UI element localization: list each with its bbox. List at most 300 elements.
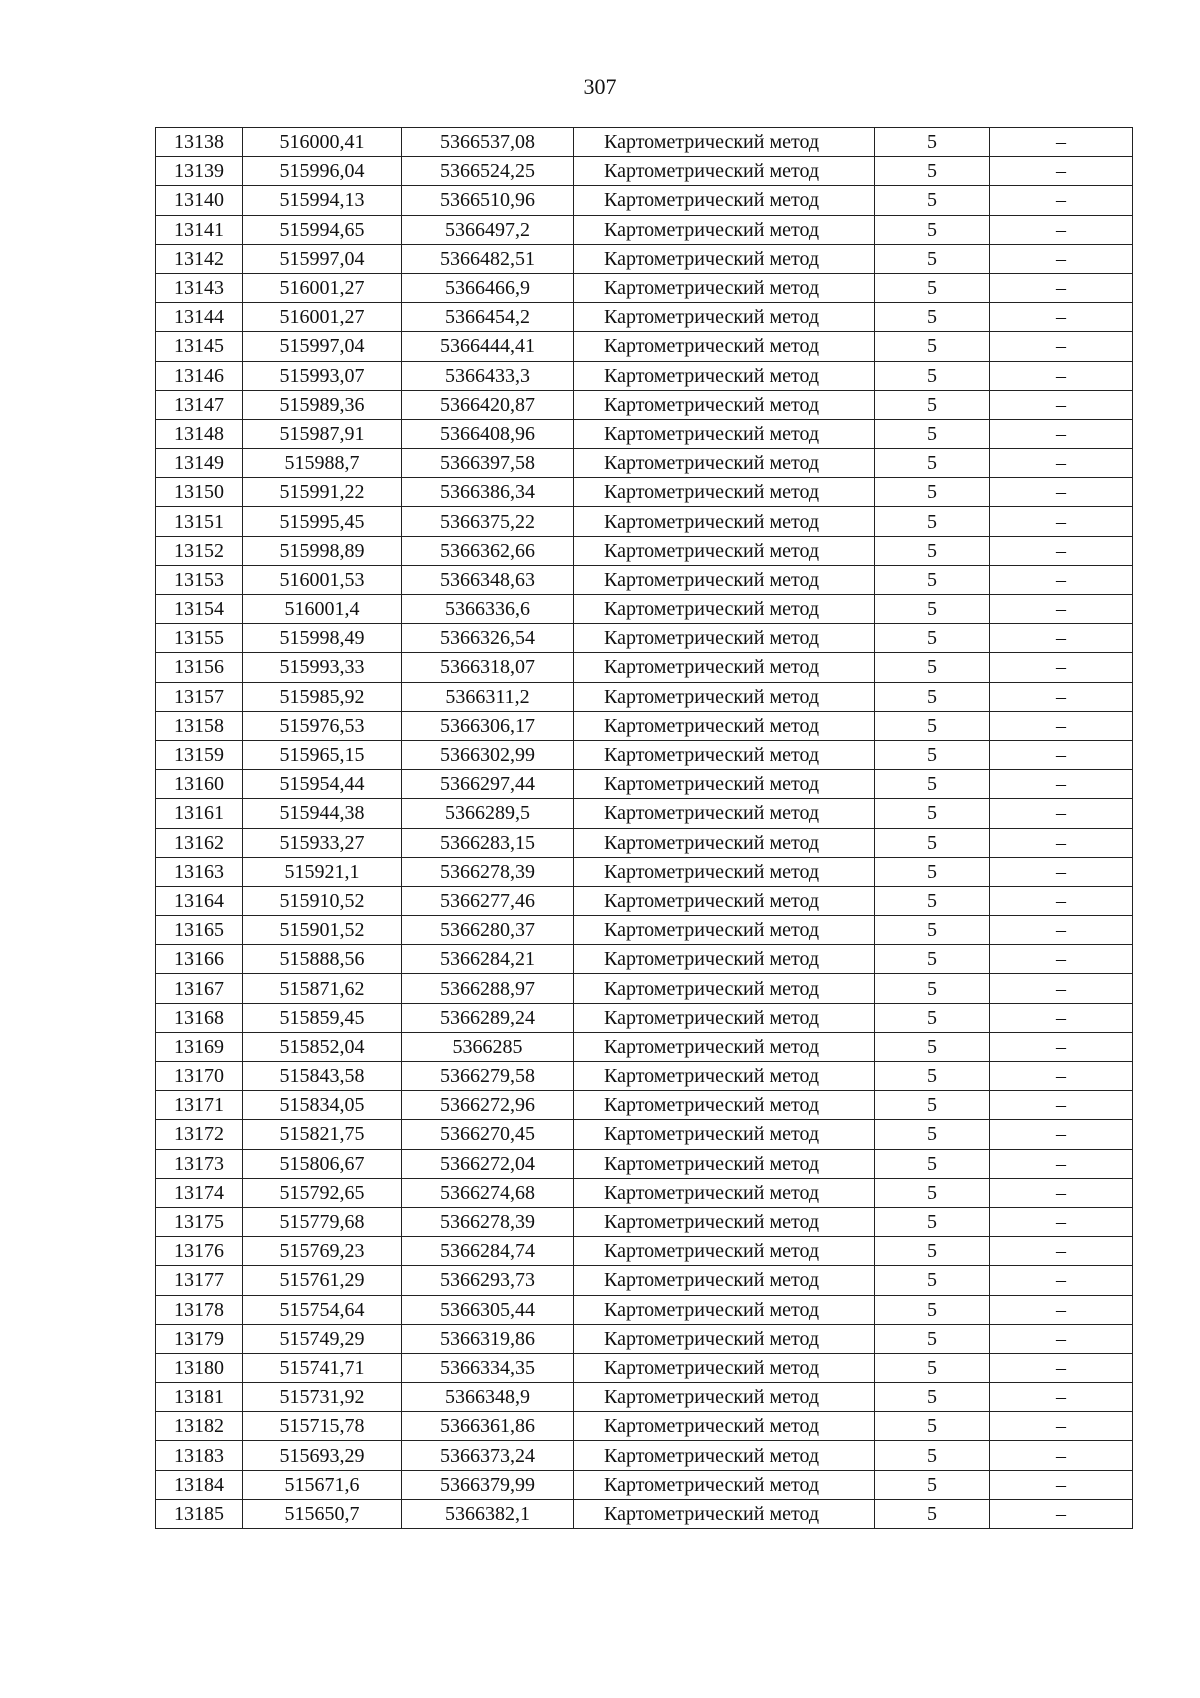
x-coordinate-cell: 515993,33 <box>243 653 402 682</box>
accuracy-cell: 5 <box>875 1470 990 1499</box>
method-cell: Картометрический метод <box>574 273 875 302</box>
table-row <box>156 916 1133 945</box>
method-cell: Картометрический метод <box>574 916 875 945</box>
method-cell: Картометрический метод <box>574 828 875 857</box>
accuracy-cell: 5 <box>875 1207 990 1236</box>
x-coordinate-cell: 515994,65 <box>243 215 402 244</box>
method-cell: Картометрический метод <box>574 711 875 740</box>
x-coordinate-cell: 515985,92 <box>243 682 402 711</box>
y-coordinate-cell: 5366270,45 <box>402 1120 574 1149</box>
method-cell: Картометрический метод <box>574 1295 875 1324</box>
y-coordinate-cell: 5366382,1 <box>402 1499 574 1528</box>
y-coordinate-cell: 5366284,21 <box>402 945 574 974</box>
accuracy-cell: 5 <box>875 361 990 390</box>
method-cell: Картометрический метод <box>574 1441 875 1470</box>
accuracy-cell: 5 <box>875 215 990 244</box>
method-cell: Картометрический метод <box>574 1470 875 1499</box>
table-row <box>156 244 1133 273</box>
method-cell: Картометрический метод <box>574 624 875 653</box>
method-cell: Картометрический метод <box>574 332 875 361</box>
method-cell: Картометрический метод <box>574 1383 875 1412</box>
table-row <box>156 1062 1133 1091</box>
y-coordinate-cell: 5366336,6 <box>402 595 574 624</box>
method-cell: Картометрический метод <box>574 886 875 915</box>
point-number-cell: 13140 <box>156 186 243 215</box>
y-coordinate-cell: 5366510,96 <box>402 186 574 215</box>
y-coordinate-cell: 5366420,87 <box>402 390 574 419</box>
method-cell: Картометрический метод <box>574 1207 875 1236</box>
point-number-cell: 13155 <box>156 624 243 653</box>
point-number-cell: 13138 <box>156 128 243 157</box>
x-coordinate-cell: 515779,68 <box>243 1207 402 1236</box>
point-number-cell: 13161 <box>156 799 243 828</box>
y-coordinate-cell: 5366524,25 <box>402 157 574 186</box>
y-coordinate-cell: 5366293,73 <box>402 1266 574 1295</box>
accuracy-cell: 5 <box>875 1324 990 1353</box>
table-row <box>156 1003 1133 1032</box>
method-cell: Картометрический метод <box>574 1353 875 1382</box>
description-cell: – <box>990 828 1133 857</box>
accuracy-cell: 5 <box>875 682 990 711</box>
method-cell: Картометрический метод <box>574 390 875 419</box>
x-coordinate-cell: 515888,56 <box>243 945 402 974</box>
method-cell: Картометрический метод <box>574 1324 875 1353</box>
x-coordinate-cell: 515910,52 <box>243 886 402 915</box>
y-coordinate-cell: 5366361,86 <box>402 1412 574 1441</box>
y-coordinate-cell: 5366362,66 <box>402 536 574 565</box>
method-cell: Картометрический метод <box>574 799 875 828</box>
point-number-cell: 13177 <box>156 1266 243 1295</box>
accuracy-cell: 5 <box>875 740 990 769</box>
table-row <box>156 478 1133 507</box>
accuracy-cell: 5 <box>875 1295 990 1324</box>
accuracy-cell: 5 <box>875 1149 990 1178</box>
table-row <box>156 419 1133 448</box>
description-cell: – <box>990 1062 1133 1091</box>
table-row <box>156 303 1133 332</box>
y-coordinate-cell: 5366279,58 <box>402 1062 574 1091</box>
description-cell: – <box>990 1091 1133 1120</box>
table-row <box>156 215 1133 244</box>
table-row <box>156 128 1133 157</box>
x-coordinate-cell: 515741,71 <box>243 1353 402 1382</box>
point-number-cell: 13183 <box>156 1441 243 1470</box>
accuracy-cell: 5 <box>875 128 990 157</box>
description-cell: – <box>990 1003 1133 1032</box>
description-cell: – <box>990 1207 1133 1236</box>
x-coordinate-cell: 516001,27 <box>243 303 402 332</box>
x-coordinate-cell: 515731,92 <box>243 1383 402 1412</box>
x-coordinate-cell: 515998,49 <box>243 624 402 653</box>
accuracy-cell: 5 <box>875 1178 990 1207</box>
point-number-cell: 13168 <box>156 1003 243 1032</box>
coordinates-table <box>155 127 1133 1529</box>
description-cell: – <box>990 682 1133 711</box>
table-row <box>156 682 1133 711</box>
y-coordinate-cell: 5366283,15 <box>402 828 574 857</box>
accuracy-cell: 5 <box>875 886 990 915</box>
description-cell: – <box>990 361 1133 390</box>
description-cell: – <box>990 419 1133 448</box>
y-coordinate-cell: 5366318,07 <box>402 653 574 682</box>
method-cell: Картометрический метод <box>574 157 875 186</box>
accuracy-cell: 5 <box>875 1499 990 1528</box>
description-cell: – <box>990 215 1133 244</box>
point-number-cell: 13166 <box>156 945 243 974</box>
accuracy-cell: 5 <box>875 332 990 361</box>
point-number-cell: 13171 <box>156 1091 243 1120</box>
method-cell: Картометрический метод <box>574 1120 875 1149</box>
accuracy-cell: 5 <box>875 595 990 624</box>
table-row <box>156 740 1133 769</box>
table-row <box>156 1383 1133 1412</box>
point-number-cell: 13179 <box>156 1324 243 1353</box>
method-cell: Картометрический метод <box>574 1499 875 1528</box>
table-row <box>156 390 1133 419</box>
accuracy-cell: 5 <box>875 390 990 419</box>
point-number-cell: 13173 <box>156 1149 243 1178</box>
method-cell: Картометрический метод <box>574 128 875 157</box>
description-cell: – <box>990 653 1133 682</box>
table-row <box>156 332 1133 361</box>
point-number-cell: 13156 <box>156 653 243 682</box>
point-number-cell: 13176 <box>156 1237 243 1266</box>
point-number-cell: 13145 <box>156 332 243 361</box>
table-row <box>156 1178 1133 1207</box>
table-row <box>156 186 1133 215</box>
table-row <box>156 1412 1133 1441</box>
method-cell: Картометрический метод <box>574 419 875 448</box>
y-coordinate-cell: 5366379,99 <box>402 1470 574 1499</box>
x-coordinate-cell: 515715,78 <box>243 1412 402 1441</box>
y-coordinate-cell: 5366280,37 <box>402 916 574 945</box>
accuracy-cell: 5 <box>875 507 990 536</box>
description-cell: – <box>990 1324 1133 1353</box>
y-coordinate-cell: 5366272,04 <box>402 1149 574 1178</box>
y-coordinate-cell: 5366482,51 <box>402 244 574 273</box>
description-cell: – <box>990 536 1133 565</box>
table-row <box>156 273 1133 302</box>
method-cell: Картометрический метод <box>574 653 875 682</box>
point-number-cell: 13181 <box>156 1383 243 1412</box>
description-cell: – <box>990 1441 1133 1470</box>
table-row <box>156 886 1133 915</box>
x-coordinate-cell: 515859,45 <box>243 1003 402 1032</box>
accuracy-cell: 5 <box>875 1032 990 1061</box>
accuracy-cell: 5 <box>875 624 990 653</box>
x-coordinate-cell: 515761,29 <box>243 1266 402 1295</box>
table-row <box>156 1470 1133 1499</box>
method-cell: Картометрический метод <box>574 1062 875 1091</box>
accuracy-cell: 5 <box>875 186 990 215</box>
x-coordinate-cell: 515954,44 <box>243 770 402 799</box>
table-row <box>156 1441 1133 1470</box>
x-coordinate-cell: 515749,29 <box>243 1324 402 1353</box>
y-coordinate-cell: 5366373,24 <box>402 1441 574 1470</box>
point-number-cell: 13163 <box>156 857 243 886</box>
method-cell: Картометрический метод <box>574 361 875 390</box>
y-coordinate-cell: 5366408,96 <box>402 419 574 448</box>
table-row <box>156 828 1133 857</box>
point-number-cell: 13153 <box>156 565 243 594</box>
point-number-cell: 13147 <box>156 390 243 419</box>
point-number-cell: 13174 <box>156 1178 243 1207</box>
point-number-cell: 13165 <box>156 916 243 945</box>
method-cell: Картометрический метод <box>574 595 875 624</box>
method-cell: Картометрический метод <box>574 536 875 565</box>
method-cell: Картометрический метод <box>574 507 875 536</box>
y-coordinate-cell: 5366454,2 <box>402 303 574 332</box>
method-cell: Картометрический метод <box>574 770 875 799</box>
method-cell: Картометрический метод <box>574 1237 875 1266</box>
table-row <box>156 1266 1133 1295</box>
y-coordinate-cell: 5366397,58 <box>402 449 574 478</box>
point-number-cell: 13182 <box>156 1412 243 1441</box>
accuracy-cell: 5 <box>875 419 990 448</box>
method-cell: Картометрический метод <box>574 945 875 974</box>
point-number-cell: 13149 <box>156 449 243 478</box>
y-coordinate-cell: 5366285 <box>402 1032 574 1061</box>
accuracy-cell: 5 <box>875 1091 990 1120</box>
page-number: 307 <box>583 74 617 99</box>
description-cell: – <box>990 595 1133 624</box>
description-cell: – <box>990 886 1133 915</box>
table-row <box>156 1149 1133 1178</box>
x-coordinate-cell: 515976,53 <box>243 711 402 740</box>
description-cell: – <box>990 478 1133 507</box>
point-number-cell: 13184 <box>156 1470 243 1499</box>
accuracy-cell: 5 <box>875 303 990 332</box>
point-number-cell: 13172 <box>156 1120 243 1149</box>
x-coordinate-cell: 515993,07 <box>243 361 402 390</box>
description-cell: – <box>990 916 1133 945</box>
accuracy-cell: 5 <box>875 1003 990 1032</box>
table-row <box>156 1120 1133 1149</box>
description-cell: – <box>990 1266 1133 1295</box>
description-cell: – <box>990 303 1133 332</box>
x-coordinate-cell: 515806,67 <box>243 1149 402 1178</box>
description-cell: – <box>990 565 1133 594</box>
description-cell: – <box>990 799 1133 828</box>
method-cell: Картометрический метод <box>574 244 875 273</box>
table-row <box>156 536 1133 565</box>
table-row <box>156 1499 1133 1528</box>
y-coordinate-cell: 5366319,86 <box>402 1324 574 1353</box>
method-cell: Картометрический метод <box>574 974 875 1003</box>
point-number-cell: 13178 <box>156 1295 243 1324</box>
method-cell: Картометрический метод <box>574 303 875 332</box>
table-row <box>156 1032 1133 1061</box>
table-row <box>156 799 1133 828</box>
method-cell: Картометрический метод <box>574 478 875 507</box>
y-coordinate-cell: 5366289,24 <box>402 1003 574 1032</box>
table-row <box>156 1237 1133 1266</box>
table-row <box>156 653 1133 682</box>
table-row <box>156 1353 1133 1382</box>
description-cell: – <box>990 857 1133 886</box>
accuracy-cell: 5 <box>875 565 990 594</box>
accuracy-cell: 5 <box>875 1266 990 1295</box>
point-number-cell: 13141 <box>156 215 243 244</box>
table-row <box>156 1207 1133 1236</box>
description-cell: – <box>990 273 1133 302</box>
accuracy-cell: 5 <box>875 799 990 828</box>
point-number-cell: 13139 <box>156 157 243 186</box>
description-cell: – <box>990 624 1133 653</box>
x-coordinate-cell: 515995,45 <box>243 507 402 536</box>
y-coordinate-cell: 5366444,41 <box>402 332 574 361</box>
point-number-cell: 13162 <box>156 828 243 857</box>
table-row <box>156 449 1133 478</box>
x-coordinate-cell: 515901,52 <box>243 916 402 945</box>
table-row <box>156 565 1133 594</box>
y-coordinate-cell: 5366278,39 <box>402 1207 574 1236</box>
method-cell: Картометрический метод <box>574 215 875 244</box>
description-cell: – <box>990 186 1133 215</box>
y-coordinate-cell: 5366274,68 <box>402 1178 574 1207</box>
accuracy-cell: 5 <box>875 857 990 886</box>
x-coordinate-cell: 515769,23 <box>243 1237 402 1266</box>
x-coordinate-cell: 515996,04 <box>243 157 402 186</box>
method-cell: Картометрический метод <box>574 1412 875 1441</box>
x-coordinate-cell: 515671,6 <box>243 1470 402 1499</box>
table-row <box>156 157 1133 186</box>
accuracy-cell: 5 <box>875 1441 990 1470</box>
description-cell: – <box>990 740 1133 769</box>
y-coordinate-cell: 5366305,44 <box>402 1295 574 1324</box>
y-coordinate-cell: 5366348,63 <box>402 565 574 594</box>
x-coordinate-cell: 515871,62 <box>243 974 402 1003</box>
point-number-cell: 13150 <box>156 478 243 507</box>
accuracy-cell: 5 <box>875 1412 990 1441</box>
method-cell: Картометрический метод <box>574 740 875 769</box>
y-coordinate-cell: 5366311,2 <box>402 682 574 711</box>
x-coordinate-cell: 515693,29 <box>243 1441 402 1470</box>
point-number-cell: 13159 <box>156 740 243 769</box>
description-cell: – <box>990 1178 1133 1207</box>
accuracy-cell: 5 <box>875 711 990 740</box>
point-number-cell: 13170 <box>156 1062 243 1091</box>
y-coordinate-cell: 5366288,97 <box>402 974 574 1003</box>
point-number-cell: 13154 <box>156 595 243 624</box>
point-number-cell: 13167 <box>156 974 243 1003</box>
accuracy-cell: 5 <box>875 1383 990 1412</box>
description-cell: – <box>990 945 1133 974</box>
point-number-cell: 13148 <box>156 419 243 448</box>
description-cell: – <box>990 770 1133 799</box>
description-cell: – <box>990 1412 1133 1441</box>
method-cell: Картометрический метод <box>574 1178 875 1207</box>
point-number-cell: 13146 <box>156 361 243 390</box>
point-number-cell: 13143 <box>156 273 243 302</box>
y-coordinate-cell: 5366466,9 <box>402 273 574 302</box>
table-row <box>156 711 1133 740</box>
accuracy-cell: 5 <box>875 273 990 302</box>
x-coordinate-cell: 515988,7 <box>243 449 402 478</box>
x-coordinate-cell: 515987,91 <box>243 419 402 448</box>
description-cell: – <box>990 1470 1133 1499</box>
point-number-cell: 13158 <box>156 711 243 740</box>
y-coordinate-cell: 5366302,99 <box>402 740 574 769</box>
description-cell: – <box>990 711 1133 740</box>
accuracy-cell: 5 <box>875 945 990 974</box>
description-cell: – <box>990 1120 1133 1149</box>
description-cell: – <box>990 1295 1133 1324</box>
x-coordinate-cell: 515944,38 <box>243 799 402 828</box>
y-coordinate-cell: 5366284,74 <box>402 1237 574 1266</box>
y-coordinate-cell: 5366497,2 <box>402 215 574 244</box>
point-number-cell: 13160 <box>156 770 243 799</box>
x-coordinate-cell: 515997,04 <box>243 332 402 361</box>
y-coordinate-cell: 5366386,34 <box>402 478 574 507</box>
method-cell: Картометрический метод <box>574 1003 875 1032</box>
accuracy-cell: 5 <box>875 974 990 1003</box>
point-number-cell: 13144 <box>156 303 243 332</box>
x-coordinate-cell: 515821,75 <box>243 1120 402 1149</box>
x-coordinate-cell: 516000,41 <box>243 128 402 157</box>
point-number-cell: 13152 <box>156 536 243 565</box>
description-cell: – <box>990 1353 1133 1382</box>
x-coordinate-cell: 515754,64 <box>243 1295 402 1324</box>
description-cell: – <box>990 390 1133 419</box>
point-number-cell: 13157 <box>156 682 243 711</box>
method-cell: Картометрический метод <box>574 1091 875 1120</box>
accuracy-cell: 5 <box>875 916 990 945</box>
table-row <box>156 1091 1133 1120</box>
accuracy-cell: 5 <box>875 1237 990 1266</box>
x-coordinate-cell: 516001,53 <box>243 565 402 594</box>
method-cell: Картометрический метод <box>574 565 875 594</box>
y-coordinate-cell: 5366278,39 <box>402 857 574 886</box>
accuracy-cell: 5 <box>875 244 990 273</box>
x-coordinate-cell: 515852,04 <box>243 1032 402 1061</box>
x-coordinate-cell: 515834,05 <box>243 1091 402 1120</box>
x-coordinate-cell: 515991,22 <box>243 478 402 507</box>
y-coordinate-cell: 5366297,44 <box>402 770 574 799</box>
description-cell: – <box>990 1383 1133 1412</box>
point-number-cell: 13180 <box>156 1353 243 1382</box>
y-coordinate-cell: 5366433,3 <box>402 361 574 390</box>
method-cell: Картометрический метод <box>574 449 875 478</box>
description-cell: – <box>990 1237 1133 1266</box>
table-body <box>156 128 1133 1529</box>
y-coordinate-cell: 5366277,46 <box>402 886 574 915</box>
description-cell: – <box>990 1499 1133 1528</box>
x-coordinate-cell: 516001,4 <box>243 595 402 624</box>
table-row <box>156 857 1133 886</box>
point-number-cell: 13151 <box>156 507 243 536</box>
accuracy-cell: 5 <box>875 1353 990 1382</box>
y-coordinate-cell: 5366306,17 <box>402 711 574 740</box>
accuracy-cell: 5 <box>875 449 990 478</box>
table-row <box>156 507 1133 536</box>
point-number-cell: 13169 <box>156 1032 243 1061</box>
accuracy-cell: 5 <box>875 536 990 565</box>
point-number-cell: 13175 <box>156 1207 243 1236</box>
x-coordinate-cell: 515843,58 <box>243 1062 402 1091</box>
x-coordinate-cell: 515989,36 <box>243 390 402 419</box>
table-row <box>156 361 1133 390</box>
point-number-cell: 13164 <box>156 886 243 915</box>
description-cell: – <box>990 1032 1133 1061</box>
method-cell: Картометрический метод <box>574 682 875 711</box>
x-coordinate-cell: 515650,7 <box>243 1499 402 1528</box>
description-cell: – <box>990 128 1133 157</box>
y-coordinate-cell: 5366289,5 <box>402 799 574 828</box>
table-row <box>156 1324 1133 1353</box>
table-row <box>156 945 1133 974</box>
table-row <box>156 974 1133 1003</box>
